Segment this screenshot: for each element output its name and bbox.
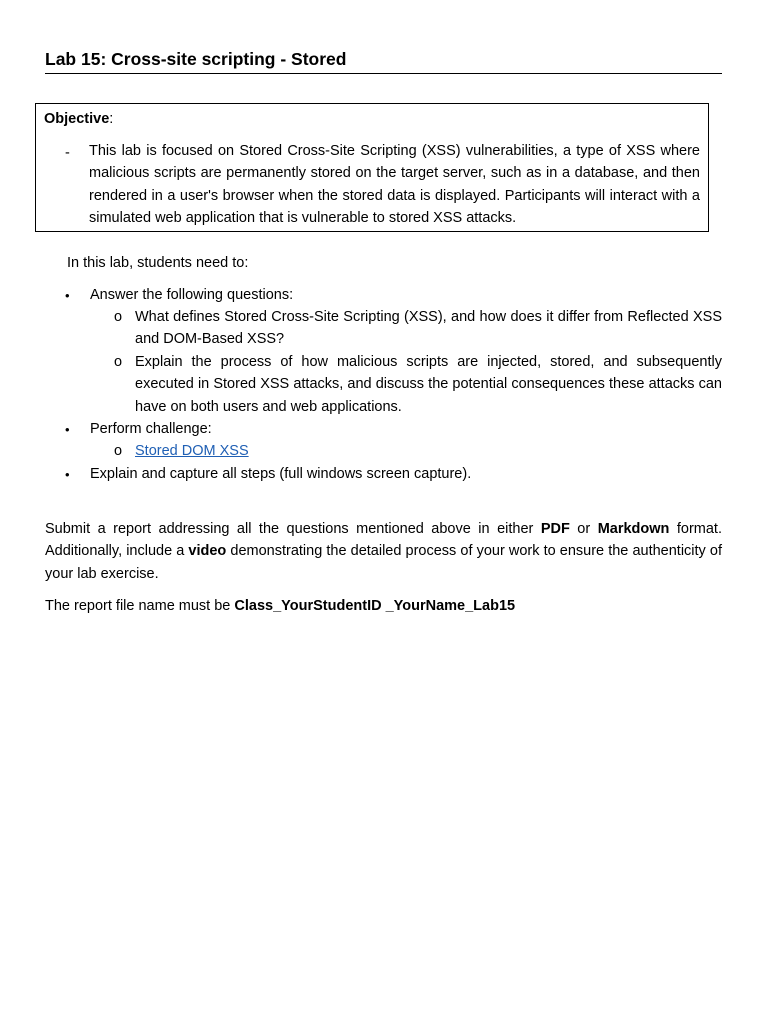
objective-box: [35, 103, 709, 232]
filename-prefix: The report file name must be: [45, 598, 235, 614]
question-1: What defines Stored Cross-Site Scripting (XSS), and how does it differ from Reflected XSS and DOM-Based XSS?: [135, 309, 722, 348]
objective-dash: -: [65, 145, 70, 161]
bullet-icon: •: [65, 288, 70, 303]
submit-text-2: format. Additionally, include a: [45, 521, 722, 560]
submit-text-1: Submit a report addressing all the questions mentioned above in either: [45, 521, 541, 537]
sub-bullet-icon: o: [114, 354, 123, 370]
bullet-icon: •: [65, 422, 70, 437]
challenge-link-line: [135, 440, 722, 462]
filename-value: Class_YourStudentID _YourName_Lab15: [234, 598, 516, 614]
submit-instructions: [45, 518, 722, 585]
submit-text-3: demonstrating the detailed process of your work to ensure the authenticity of your lab exercise.: [45, 543, 722, 582]
task-item-capture: Explain and capture all steps (full windows screen capture).: [90, 466, 472, 482]
video-requirement: video: [188, 543, 227, 560]
objective-heading: [44, 110, 113, 128]
objective-label: Objective: [44, 111, 110, 127]
page-title: Lab 15: Cross-site scripting - Stored: [45, 48, 722, 74]
task-item-questions: Answer the following questions:: [90, 287, 294, 303]
markdown-format: Markdown: [597, 521, 670, 537]
intro-text: In this lab, students need to:: [67, 255, 249, 271]
sub-bullet-icon: o: [114, 309, 123, 325]
stored-dom-xss-link[interactable]: Stored DOM XSS: [135, 443, 249, 459]
sub-bullet-icon: o: [114, 443, 123, 459]
question-2: Explain the process of how malicious scripts are injected, stored, and subsequently executed in Stored XSS attacks, and discuss the potential consequences these attacks can have on both users and web applications.: [135, 354, 722, 415]
filename-instruction: [45, 595, 515, 617]
objective-colon: :: [109, 111, 114, 127]
task-item-challenge: Perform challenge:: [90, 421, 212, 437]
pdf-format: PDF: [540, 521, 570, 537]
submit-text-or: or: [569, 521, 598, 537]
bullet-icon: •: [65, 467, 70, 482]
objective-text: This lab is focused on Stored Cross-Site Scripting (XSS) vulnerabilities, a type of XSS where malicious scripts are permanently stored on the target server, such as in a database, and then rendered in a user's browser when the stored data is displayed. Participants will interact with a simulated web application that is vulnerable to stored XSS attacks.: [89, 143, 700, 227]
